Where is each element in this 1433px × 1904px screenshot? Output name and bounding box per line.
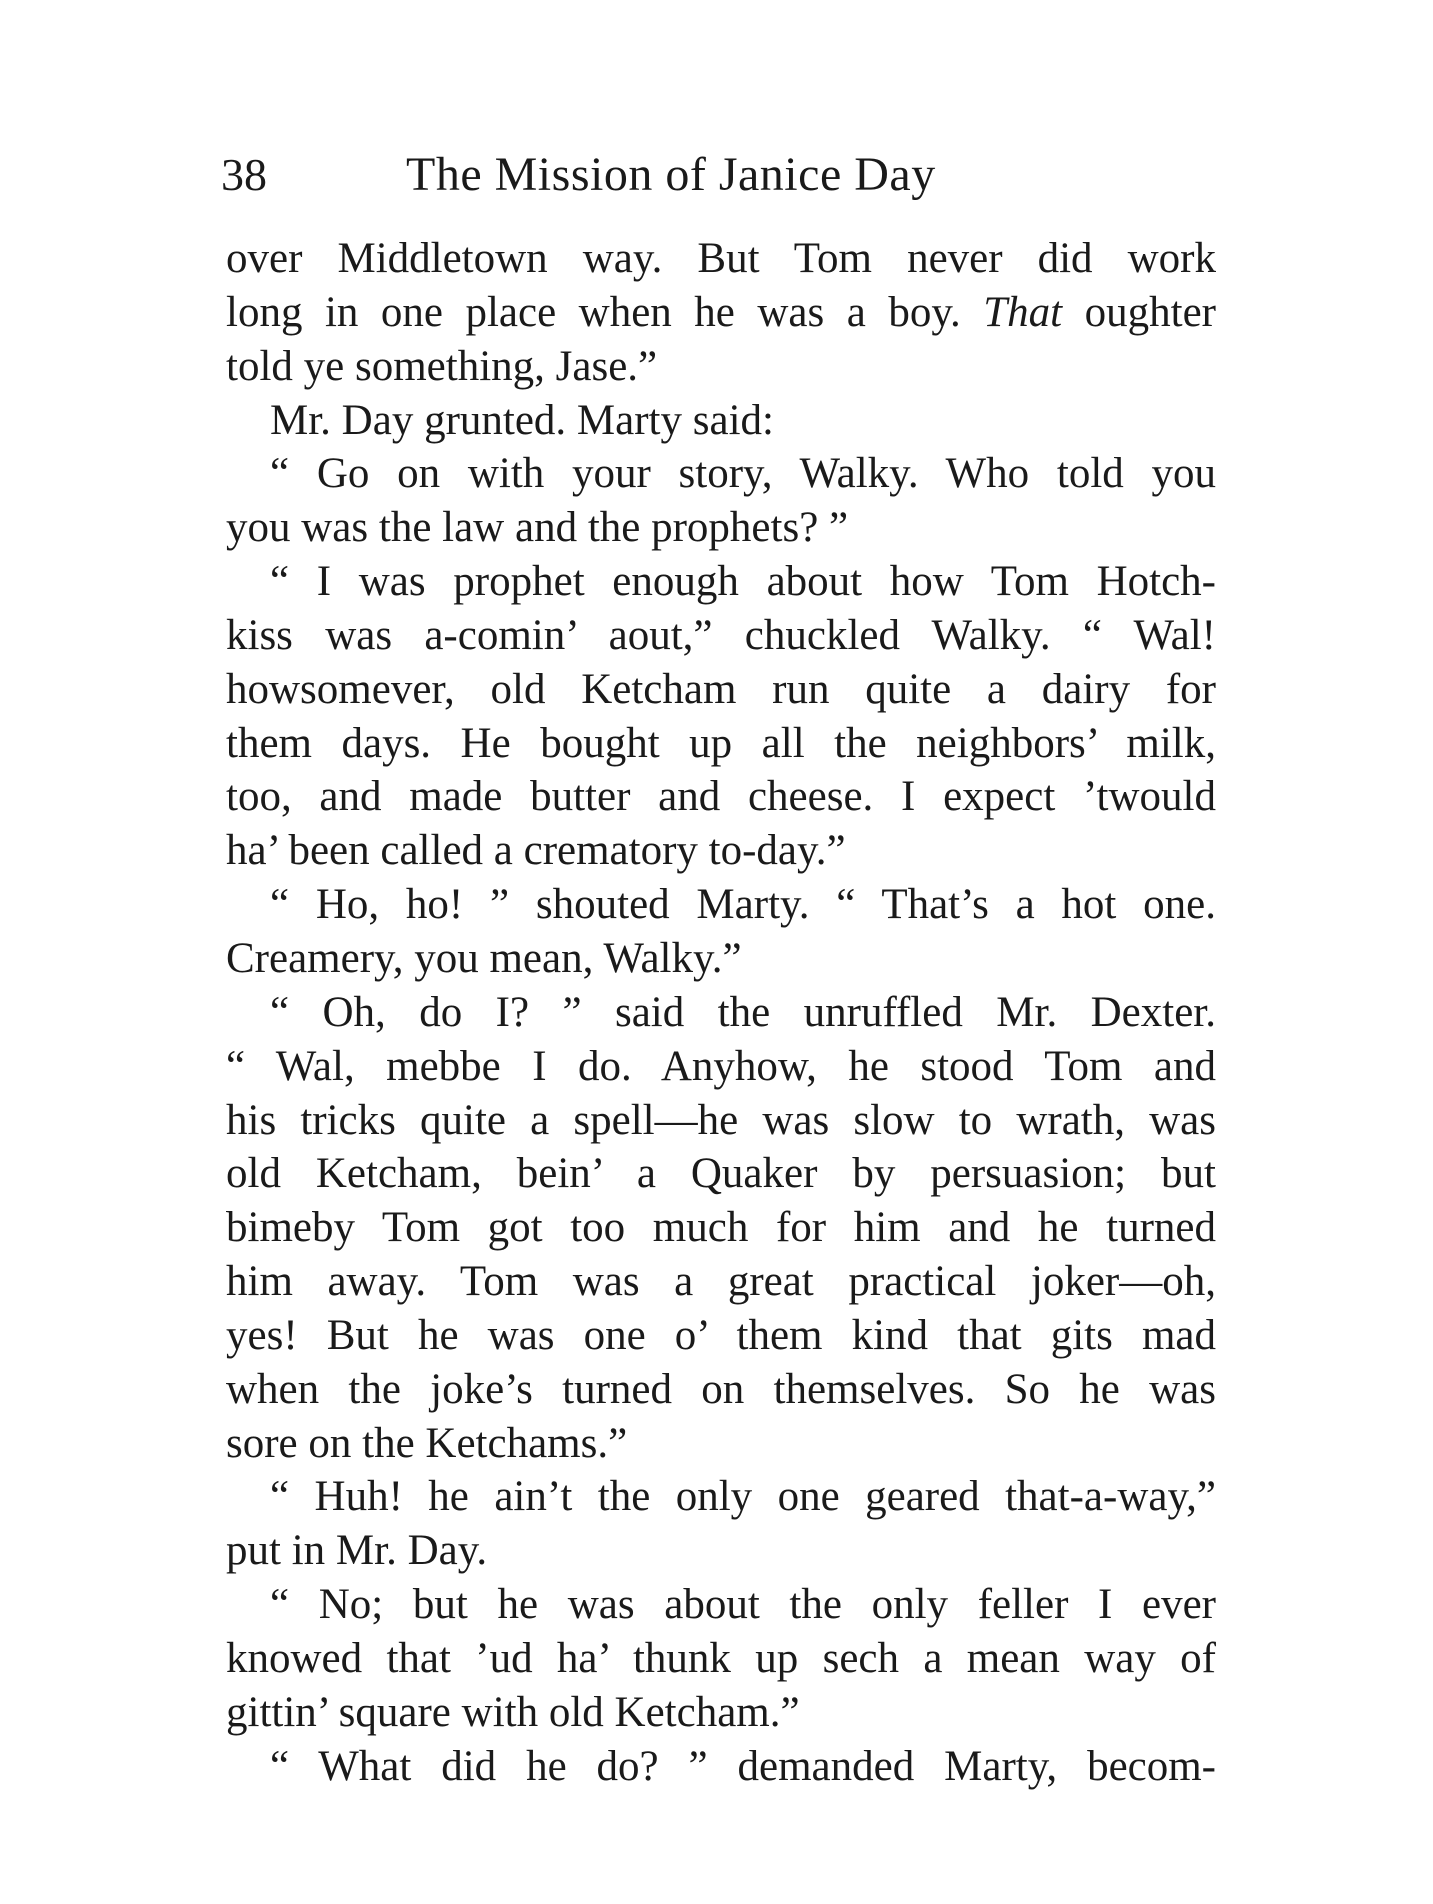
text-line: bimeby Tom got too much for him and he turned bbox=[226, 1204, 1216, 1252]
text-segment: long in one place when he was a boy. bbox=[226, 288, 984, 336]
text-line: “ No; but he was about the only feller I ever bbox=[270, 1581, 1216, 1629]
text-line: “ Go on with your story, Walky. Who told you bbox=[270, 450, 1216, 498]
text-line: too, and made butter and cheese. I expect ’twould bbox=[226, 773, 1216, 821]
page-header bbox=[221, 145, 1221, 205]
text-line: “ Huh! he ain’t the only one geared that-a-way,” bbox=[270, 1473, 1216, 1521]
text-line: howsomever, old Ketcham run quite a dairy for bbox=[226, 665, 1216, 713]
text-line: gittin’ square with old Ketcham.” bbox=[226, 1688, 800, 1736]
running-title: The Mission of Janice Day bbox=[406, 148, 936, 201]
text-line: put in Mr. Day. bbox=[226, 1527, 488, 1575]
text-line: knowed that ’ud ha’ thunk up sech a mean way of bbox=[226, 1634, 1216, 1682]
text-line: told ye something, Jase.” bbox=[226, 342, 658, 390]
text-line: “ Ho, ho! ” shouted Marty. “ That’s a hot one. bbox=[270, 881, 1216, 929]
text-line: ha’ been called a crematory to-day.” bbox=[226, 827, 846, 875]
text-line: “ I was prophet enough about how Tom Hotch- bbox=[270, 558, 1216, 606]
text-line: yes! But he was one o’ them kind that gits mad bbox=[226, 1311, 1216, 1359]
text-line: Mr. Day grunted. Marty said: bbox=[270, 396, 774, 444]
text-line: Creamery, you mean, Walky.” bbox=[226, 934, 742, 982]
text-line: you was the law and the prophets? ” bbox=[226, 504, 849, 552]
text-line bbox=[226, 286, 1216, 340]
body-text bbox=[226, 232, 1216, 1793]
text-line: old Ketcham, bein’ a Quaker by persuasion; but bbox=[226, 1150, 1216, 1198]
text-line: “ Oh, do I? ” said the unruffled Mr. Dexter. bbox=[270, 988, 1216, 1036]
text-line: “ Wal, mebbe I do. Anyhow, he stood Tom and bbox=[226, 1042, 1216, 1090]
text-line: kiss was a-comin’ aout,” chuckled Walky. “ Wal! bbox=[226, 611, 1216, 659]
text-line: “ What did he do? ” demanded Marty, becom- bbox=[270, 1742, 1216, 1790]
text-line: them days. He bought up all the neighbors’ milk, bbox=[226, 719, 1216, 767]
text-line: sore on the Ketchams.” bbox=[226, 1419, 628, 1467]
text-line: when the joke’s turned on themselves. So he was bbox=[226, 1365, 1216, 1413]
text-line: him away. Tom was a great practical joker—oh, bbox=[226, 1258, 1216, 1306]
emphasized-word: That bbox=[983, 288, 1063, 336]
text-segment: oughter bbox=[1062, 288, 1216, 336]
page-number: 38 bbox=[221, 149, 267, 200]
text-line: over Middletown way. But Tom never did work bbox=[226, 235, 1216, 282]
text-line: his tricks quite a spell—he was slow to wrath, was bbox=[226, 1096, 1216, 1144]
